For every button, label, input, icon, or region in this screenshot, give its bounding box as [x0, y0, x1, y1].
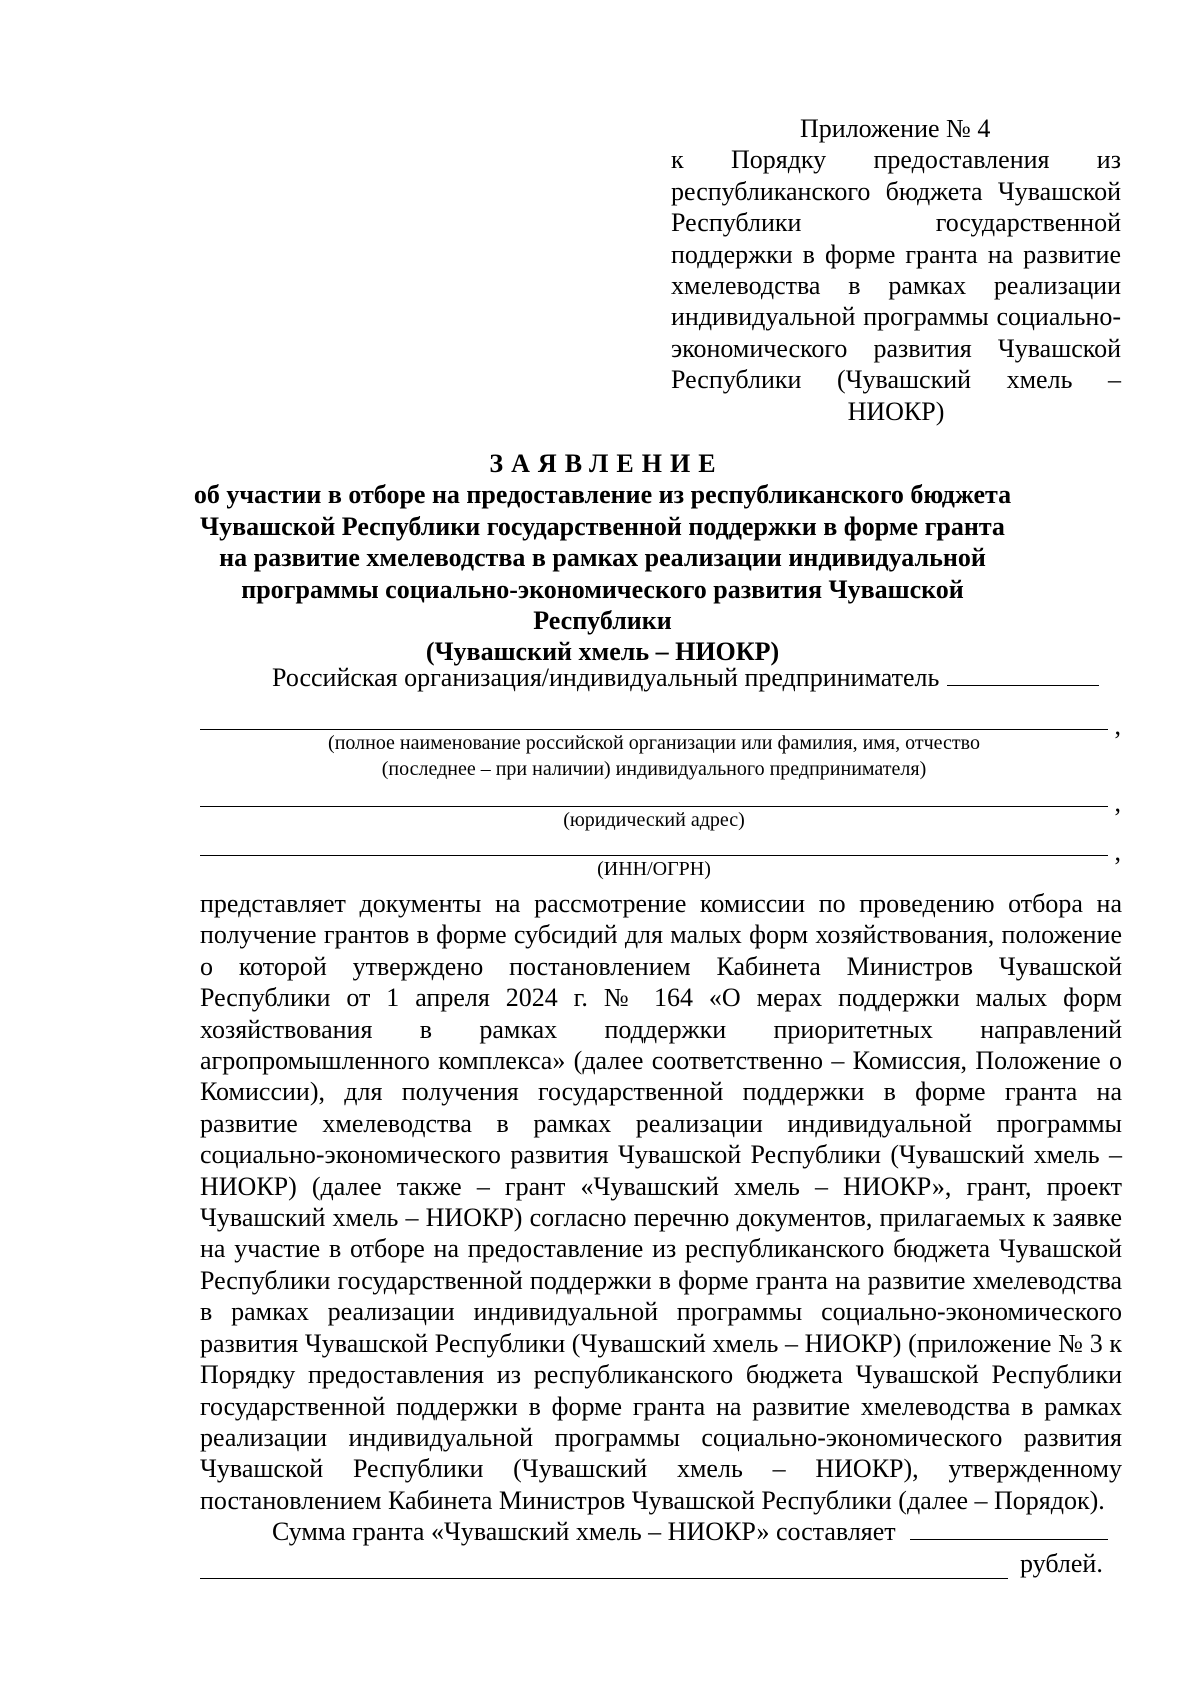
applicant-name-caption [200, 730, 1108, 782]
applicant-label: Российская организация/индивидуальный предприниматель [272, 663, 940, 692]
grant-sum-field[interactable] [910, 1519, 1108, 1540]
inn-ogrn-field[interactable] [200, 833, 1121, 866]
applicant-label-row [200, 662, 1122, 693]
name-caption-line-1: (полное наименование российской организации или фамилия, имя, отчество [328, 732, 980, 754]
comma: , [1114, 837, 1121, 866]
title-line-1: об участии в отборе на предоставление из республиканского бюджета [193, 480, 1012, 510]
grant-sum-row [200, 1516, 1122, 1547]
appendix-text: к Порядку предоставления из республиканского бюджета Чувашской Республики государственной поддержки в форме гранта на развитие хмелеводства в рамках реализации индивидуальной программы социально-экономического развития Чувашской Республики (Чувашский хмель – НИОКР) [671, 145, 1121, 426]
body-paragraph: представляет документы на рассмотрение комиссии по проведению отбора на получение грантов в форме субсидий для малых форм хозяйствования, положение о которой утверждено постановлением Кабинета Министров Чувашской Республики от 1 апреля 2024 г. № 164 «О мерах поддержки малых форм хозяйствования в рамках поддержки приоритетных направлений агропромышленного комплекса» (далее соответственно – Комиссия, Положение о Комиссии), для получения государственной поддержки в форме гранта на развитие хмелеводства в рамках реализации индивидуальной программы социально-экономического развития Чувашской Республики (Чувашский хмель – НИОКР) (далее также – грант «Чувашский хмель – НИОКР», грант, проект Чувашский хмель – НИОКР) согласно перечню документов, прилагаемых к заявке на участие в отборе на предоставление из республиканского бюджета Чувашской Республики государственной поддержки в форме гранта на развитие хмелеводства в рамках реализации индивидуальной программы социально-экономического развития Чувашской Республики (Чувашский хмель – НИОКР) (приложение № 3 к Порядку предоставления из республиканского бюджета Чувашской Республики государственной поддержки в форме гранта на развитие хмелеводства в рамках реализации индивидуальной программы социально-экономического развития Чувашской Республики (Чувашский хмель – НИОКР), утвержденному постановлением Кабинета Министров Чувашской Республики (далее – Порядок). [200, 889, 1122, 1515]
title-line-5: (Чувашский хмель – НИОКР) [425, 637, 780, 667]
comma: , [1114, 788, 1121, 817]
title-line-2: Чувашской Республики государственной поддержки в форме гранта [200, 511, 1005, 541]
legal-address-caption: (юридический адрес) [563, 809, 745, 831]
appendix-number: Приложение № 4 [800, 114, 991, 143]
grant-sum-label: Сумма гранта «Чувашский хмель – НИОКР» составляет [272, 1517, 896, 1547]
document-title [180, 448, 1025, 668]
applicant-type-field[interactable] [947, 665, 1099, 686]
title-line-4: программы социально-экономического развития Чувашской Республики [241, 574, 964, 636]
appendix-header [671, 113, 1121, 427]
name-caption-line-2: (последнее – при наличии) индивидуального предпринимателя) [381, 758, 927, 780]
body-section [200, 888, 1122, 1579]
title-word: ЗАЯВЛЕНИЕ [489, 449, 724, 478]
title-line-3: на развитие хмелеводства в рамках реализации индивидуальной [219, 543, 986, 573]
grant-sum-field-continuation[interactable] [200, 1554, 1008, 1579]
applicant-section [200, 662, 1122, 882]
grant-sum-continuation [200, 1548, 1122, 1579]
comma: , [1114, 711, 1121, 740]
currency-label: рублей. [1020, 1548, 1103, 1578]
legal-address-field[interactable] [200, 782, 1121, 817]
inn-ogrn-caption: (ИНН/ОГРН) [597, 858, 711, 880]
applicant-name-field[interactable] [200, 693, 1121, 740]
